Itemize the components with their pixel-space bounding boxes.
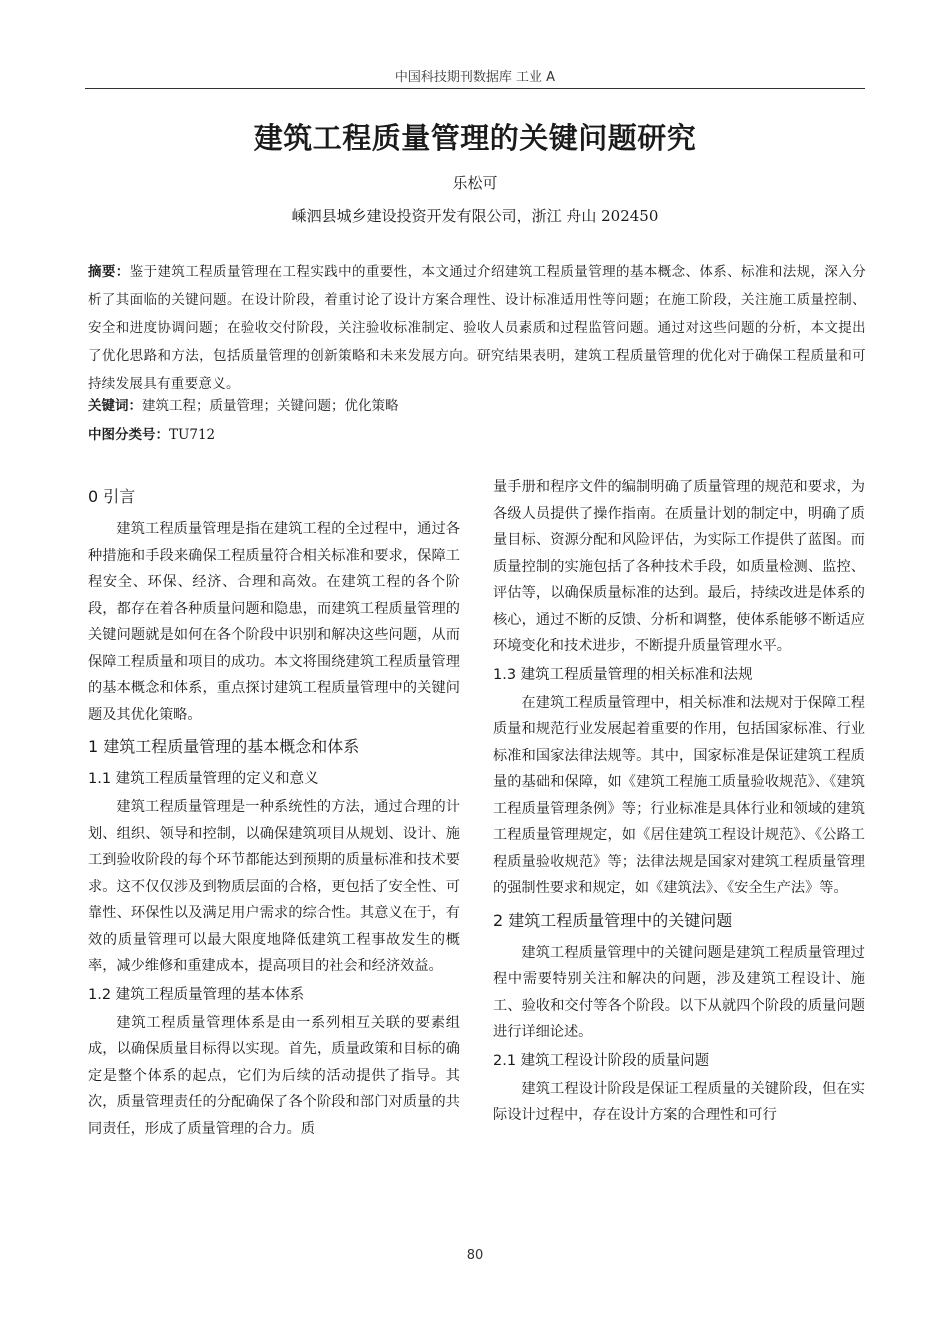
abstract-label: 摘要： bbox=[88, 264, 130, 280]
section-heading-2: 2 建筑工程质量管理中的关键问题 bbox=[493, 910, 733, 930]
keywords-label: 关键词： bbox=[88, 398, 142, 414]
classification-label: 中图分类号： bbox=[88, 427, 169, 443]
paper-title: 建筑工程质量管理的关键问题研究 bbox=[253, 121, 697, 155]
classification-number bbox=[88, 423, 215, 443]
abstract bbox=[88, 258, 866, 398]
section-heading-0: 0 引言 bbox=[88, 487, 136, 506]
header-rule bbox=[85, 88, 865, 89]
right-column bbox=[493, 474, 865, 1129]
paragraph-1-2-continued: 量手册和程序文件的编制明确了质量管理的规范和要求，为各级人员提供了操作指南。在质量计划的制定中，明确了质量目标、资源分配和风险评估，为实际工作提供了蓝图。而质量控制的实施包括了各种技术手段，如质量检测、监控、评估等，以确保质量标准的达到。最后，持续改进是体系的核心，通过不断的反馈、分析和调整，使体系能够不断适应环境变化和技术进步，不断提升质量管理水平。 bbox=[493, 479, 865, 654]
author-affiliation: 嵊泗县城乡建设投资开发有限公司，浙江 舟山 202450 bbox=[291, 207, 659, 225]
page-number: 80 bbox=[466, 1248, 484, 1263]
subsection-heading-1-1: 1.1 建筑工程质量管理的定义和意义 bbox=[88, 771, 319, 787]
paragraph-1-3: 在建筑工程质量管理中，相关标准和法规对于保障工程质量和规范行业发展起着重要的作用，包括国家标准、行业标准和国家法律法规等。其中，国家标准是保证建筑工程质量的基础和保障，如《建筑工程施工质量验收规范》、《建筑工程质量管理条例》等；行业标准是具体行业和领域的建筑工程质量管理规定，如《居住建筑工程设计规范》、《公路工程质量验收规范》等；法律法规是国家对建筑工程质量管理的强制性要求和规定，如《建筑法》、《安全生产法》等。 bbox=[493, 694, 865, 896]
left-column bbox=[88, 478, 460, 1142]
author-name: 乐松可 bbox=[452, 174, 498, 192]
abstract-text: 鉴于建筑工程质量管理在工程实践中的重要性，本文通过介绍建筑工程质量管理的基本概念、体系、标准和法规，深入分析了其面临的关键问题。在设计阶段，着重讨论了设计方案合理性、设计标准适用性等问题；在施工阶段，关注施工质量控制、安全和进度协调问题；在验收交付阶段，关注验收标准制定、验收人员素质和过程监管问题。通过对这些问题的分析，本文提出了优化思路和方法，包括质量管理的创新策略和未来发展方向。研究结果表明，建筑工程质量管理的优化对于确保工程质量和可持续发展具有重要意义。 bbox=[88, 264, 866, 392]
paragraph-1-2: 建筑工程质量管理体系是由一系列相互关联的要素组成，以确保质量目标得以实现。首先，质量政策和目标的确定是整个体系的起点，它们为后续的活动提供了指导。其次，质量管理责任的分配确保了各个阶段和部门对质量的共同责任，形成了质量管理的合力。质 bbox=[88, 1014, 460, 1137]
paragraph-2: 建筑工程质量管理中的关键问题是建筑工程质量管理过程中需要特别关注和解决的问题，涉及建筑工程设计、施工、验收和交付等各个阶段。以下从就四个阶段的质量问题进行详细论述。 bbox=[493, 944, 865, 1040]
keywords bbox=[88, 394, 399, 414]
running-head: 中国科技期刊数据库 工业 A bbox=[394, 70, 556, 85]
section-heading-1: 1 建筑工程质量管理的基本概念和体系 bbox=[88, 737, 360, 756]
subsection-heading-1-2: 1.2 建筑工程质量管理的基本体系 bbox=[88, 986, 305, 1003]
paragraph-2-1: 建筑工程设计阶段是保证工程质量的关键阶段，但在实际设计过程中，存在设计方案的合理性和可行 bbox=[493, 1080, 865, 1123]
classification-text: TU712 bbox=[169, 427, 216, 443]
subsection-heading-2-1: 2.1 建筑工程设计阶段的质量问题 bbox=[493, 1052, 710, 1069]
subsection-heading-1-3: 1.3 建筑工程质量管理的相关标准和法规 bbox=[493, 666, 753, 683]
paragraph-1-1: 建筑工程质量管理是一种系统性的方法，通过合理的计划、组织、领导和控制，以确保建筑项目从规划、设计、施工到验收阶段的每个环节都能达到预期的质量标准和技术要求。这不仅仅涉及到物质层面的合格，更包括了安全性、可靠性、环保性以及满足用户需求的综合性。其意义在于，有效的质量管理可以最大限度地降低建筑工程事故发生的概率，减少维修和重建成本，提高项目的社会和经济效益。 bbox=[88, 799, 460, 974]
paragraph-intro: 建筑工程质量管理是指在建筑工程的全过程中，通过各种措施和手段来确保工程质量符合相关标准和要求，保障工程安全、环保、经济、合理和高效。在建筑工程的各个阶段，都存在着各种质量问题和隐患，而建筑工程质量管理的关键问题就是如何在各个阶段中识别和解决这些问题，从而保障工程质量和项目的成功。本文将围绕建筑工程质量管理的基本概念和体系，重点探讨建筑工程质量管理中的关键问题及其优化策略。 bbox=[88, 521, 460, 723]
keywords-text: 建筑工程；质量管理；关键问题；优化策略 bbox=[142, 398, 399, 414]
